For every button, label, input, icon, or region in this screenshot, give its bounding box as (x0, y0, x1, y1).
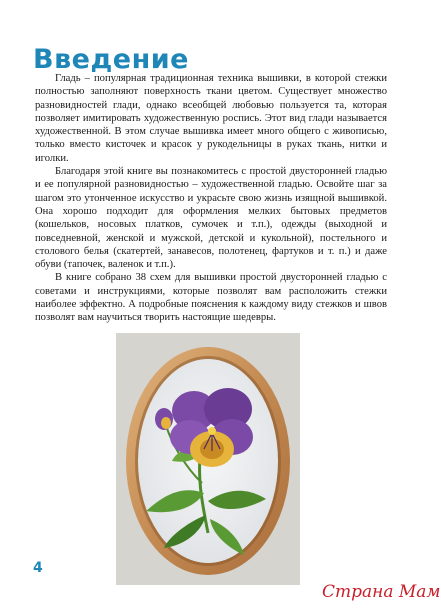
paragraph: Благодаря этой книге вы познакомитесь с простой двусторонней гладью и ее популярной разновидностью – художественной гладью. Освойте шаг за шагом это утонченное искусство и украсьте свою жизнь изящной вышивкой. Она хорошо подходит для оформления мелких бытовых предметов (кошельков, носовых платков, сумочек и т.п.), одежды (выходной и повседневной, женской и мужской, детской и кукольной), постельного и столового белья (скатертей, занавесов, полотенец, фартуков и т. п.) и даже обуви (тапочек, валенок и т.п.). (35, 166, 387, 271)
intro-text (35, 72, 387, 325)
site-watermark: Страна Мам (322, 582, 441, 602)
embroidery-hoop-illustration (116, 333, 300, 585)
page-title: Введение (33, 44, 189, 75)
page-number: 4 (33, 560, 43, 576)
paragraph: В книге собрано 38 схем для вышивки простой двусторонней гладью с советами и инструкциями, которые позволят вам расположить стежки наиболее эффектно. А подробные пояснения к каждому виду стежков и швов позволят вам научиться творить настоящие шедевры. (35, 272, 387, 324)
paragraph: Гладь – популярная традиционная техника вышивки, в которой стежки полностью заполняют поверхность ткани цветом. Существует множество разновидностей глади, однако всеобщей любовью пользуется та, которая позволяет имитировать художественную роспись. Этот вид глади называется художественной. В этом случае вышивка имеет много общего с живописью, только вместо кисточек и красок у рукодельницы в руках ткань, нитки и иголки. (35, 73, 387, 164)
